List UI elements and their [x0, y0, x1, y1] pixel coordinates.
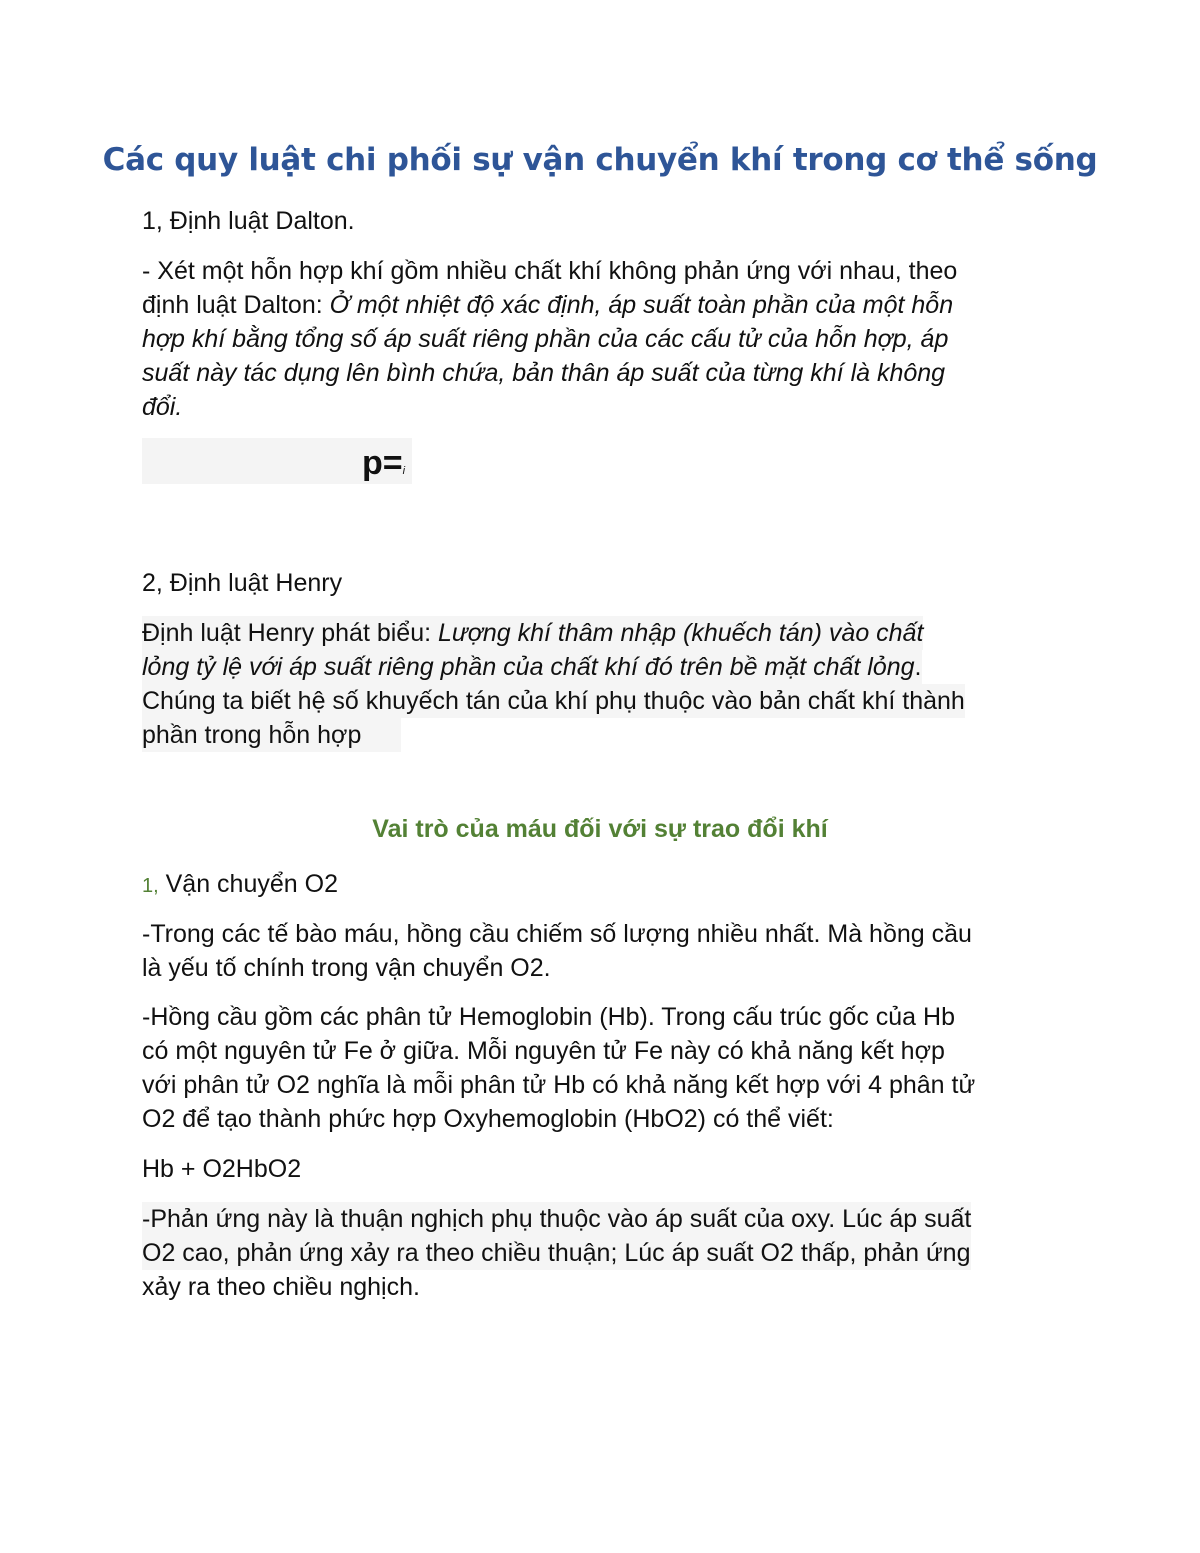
dalton-para-line-5-text: đổi.	[142, 393, 183, 421]
section-title-blood-role: Vai trò của máu đối với sự trao đổi khí	[372, 815, 828, 843]
o2-para2-line-4: O2 để tạo thành phức hợp Oxyhemoglobin (HbO2) có thể viết:	[142, 1105, 834, 1133]
o2-para2-line-2: có một nguyên tử Fe ở giữa. Mỗi nguyên tử Fe này có khả năng kết hợp	[142, 1037, 945, 1065]
henry-para-line-1	[142, 616, 923, 650]
henry-para-line-4: phần trong hỗn hợp	[142, 718, 401, 752]
section-3-heading-text: Vận chuyển O2	[158, 870, 338, 898]
section-2-heading: 2, Định luật Henry	[142, 569, 343, 597]
hemoglobin-equation: Hb + O2HbO2	[142, 1155, 302, 1183]
o2-para3-line-2: O2 cao, phản ứng xảy ra theo chiều thuận; Lúc áp suất O2 thấp, phản ứng	[142, 1236, 971, 1270]
dalton-para-line-1: - Xét một hỗn hợp khí gồm nhiều chất khí không phản ứng với nhau, theo	[142, 257, 958, 285]
dalton-para-line-4	[142, 356, 945, 390]
dalton-para-line-5	[142, 390, 182, 424]
dalton-formula	[362, 444, 405, 483]
section-1-heading: 1, Định luật Dalton.	[142, 207, 355, 235]
formula-subscript: i	[402, 465, 406, 477]
formula-text: p=	[362, 444, 403, 482]
henry-para-line-1-italic: Lượng khí thâm nhập (khuếch tán) vào chất	[438, 619, 924, 647]
dalton-para-line-2-plain: định luật Dalton:	[142, 291, 330, 319]
o2-para1-line-1: -Trong các tế bào máu, hồng cầu chiếm số lượng nhiều nhất. Mà hồng cầu	[142, 920, 972, 948]
henry-para-line-3: Chúng ta biết hệ số khuyếch tán của khí phụ thuộc vào bản chất khí thành	[142, 684, 965, 718]
henry-para-line-2-italic: lỏng tỷ lệ với áp suất riêng phần của chất khí đó trên bề mặt chất lỏng	[142, 653, 915, 681]
o2-para3-line-1: -Phản ứng này là thuận nghịch phụ thuộc vào áp suất của oxy. Lúc áp suất	[142, 1202, 971, 1236]
henry-para-line-2-end: .	[914, 653, 922, 681]
dalton-para-line-2-italic: Ở một nhiệt độ xác định, áp suất toàn phần của một hỗn	[329, 291, 954, 319]
dalton-para-line-3-text: hợp khí bằng tổng số áp suất riêng phần của các cấu tử của hỗn hợp, áp	[142, 325, 949, 353]
o2-para3-line-3: xảy ra theo chiều nghịch.	[142, 1273, 420, 1301]
document-title: Các quy luật chi phối sự vận chuyển khí trong cơ thể sống	[102, 142, 1098, 178]
o2-para2-line-1: -Hồng cầu gồm các phân tử Hemoglobin (Hb). Trong cấu trúc gốc của Hb	[142, 1003, 955, 1031]
o2-para2-line-3: với phân tử O2 nghĩa là mỗi phân tử Hb có khả năng kết hợp với 4 phân tử	[142, 1071, 976, 1099]
section-3-heading	[142, 867, 338, 903]
dalton-para-line-2	[142, 288, 953, 322]
section-3-number: 1,	[142, 875, 159, 897]
dalton-para-line-4-text: suất này tác dụng lên bình chứa, bản thân áp suất của từng khí là không	[142, 359, 946, 387]
dalton-para-line-3	[142, 322, 948, 356]
henry-para-line-2	[142, 650, 922, 684]
o2-para1-line-2: là yếu tố chính trong vận chuyển O2.	[142, 954, 551, 982]
henry-para-line-1-plain: Định luật Henry phát biểu:	[142, 619, 439, 647]
